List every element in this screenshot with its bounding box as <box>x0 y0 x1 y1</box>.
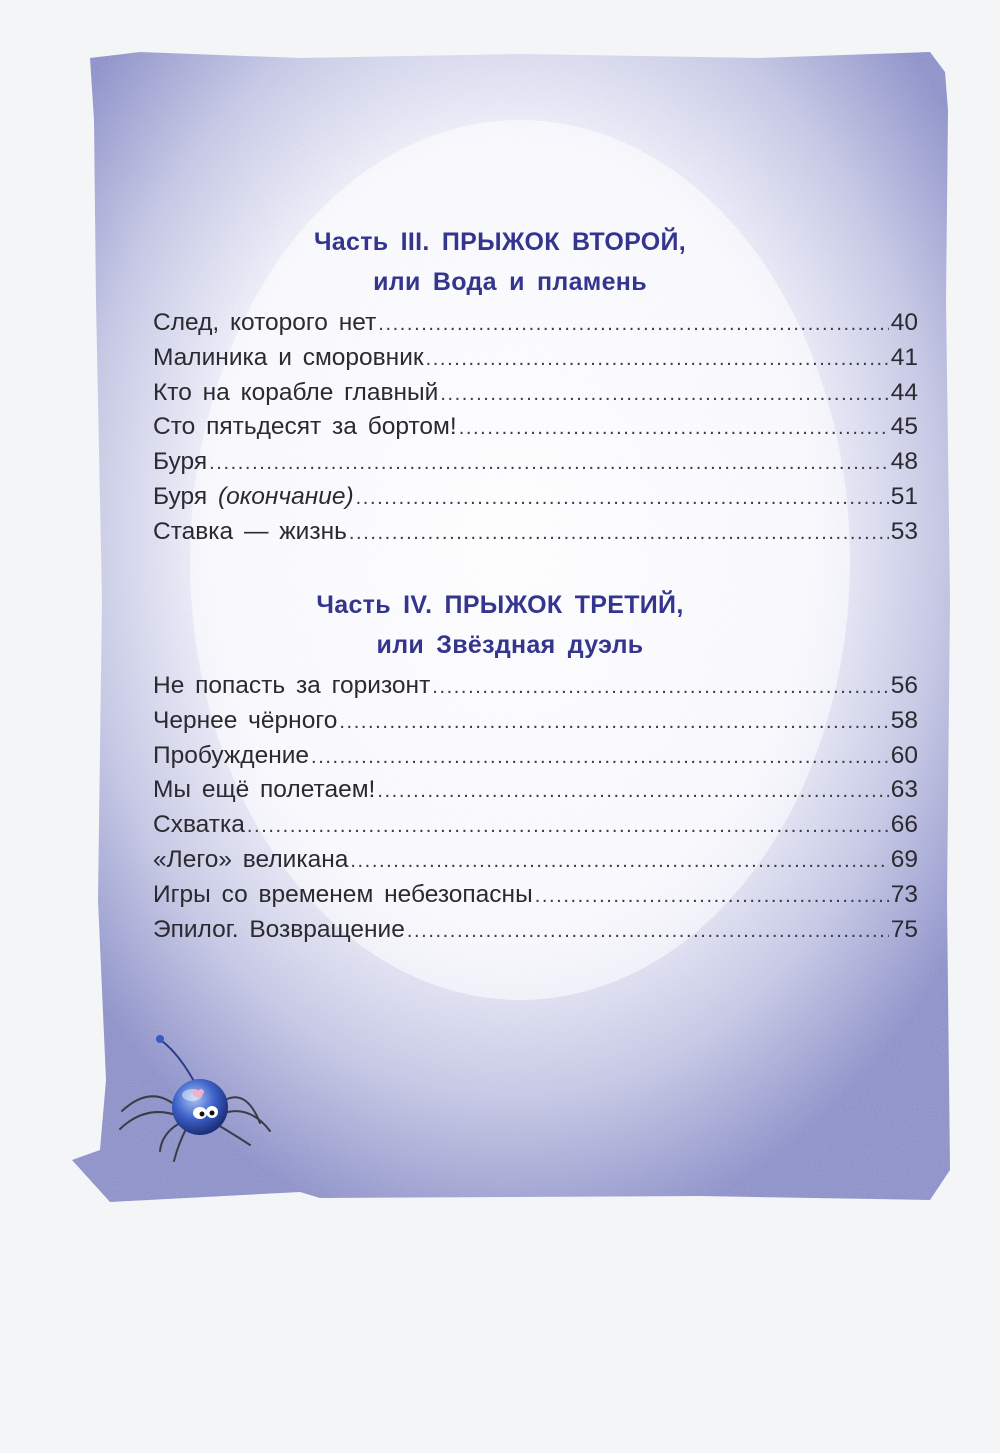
toc-entry-note: (окончание) <box>217 482 354 510</box>
part-3-title-line1: Часть III. ПРЫЖОК ВТОРОЙ, <box>313 228 687 256</box>
toc-entry-title: Не попасть за горизонт <box>153 672 431 699</box>
toc-entry-page: 58 <box>890 706 918 734</box>
spider-icon <box>100 1025 300 1165</box>
toc-entry-page: 48 <box>890 448 918 476</box>
dot-leader <box>339 705 888 740</box>
toc-entry-title: Чернее чёрного <box>153 706 338 734</box>
toc-entry[interactable] <box>153 843 918 878</box>
toc-entry[interactable] <box>153 913 918 948</box>
toc-entry-title: Буря <box>153 448 208 476</box>
toc-entry-title: Малиника и сморовник <box>153 343 424 371</box>
toc-entry[interactable] <box>153 376 918 411</box>
part-4-title-line2: или Звёздная дуэль <box>376 631 644 659</box>
toc-entry[interactable] <box>153 480 918 515</box>
part-3-title-line2: или Вода и пламень <box>373 268 647 296</box>
toc-entry-page: 69 <box>890 845 918 873</box>
toc-entry[interactable] <box>153 341 918 376</box>
toc-entry[interactable] <box>153 445 918 480</box>
dot-leader <box>349 516 889 551</box>
dot-leader <box>247 809 889 844</box>
toc-entry-page: 56 <box>890 672 918 699</box>
toc-entry-page: 45 <box>890 413 918 441</box>
dot-leader <box>432 670 888 705</box>
part-3-chapter-list <box>153 306 918 550</box>
toc-entry-page: 51 <box>890 482 918 510</box>
toc-entry-title: «Лего» великана <box>153 845 349 873</box>
toc-entry-title: След, которого нет <box>153 309 377 336</box>
toc-entry-page: 73 <box>890 880 918 908</box>
toc-entry[interactable] <box>153 773 918 808</box>
toc-entry[interactable] <box>153 515 918 550</box>
part-4-title <box>0 585 1000 665</box>
part-4-title-line1: Часть IV. ПРЫЖОК ТРЕТИЙ, <box>316 591 684 619</box>
dot-leader <box>356 481 889 516</box>
toc-entry-page: 63 <box>890 776 918 804</box>
toc-entry-title: Кто на корабле главный <box>153 378 439 406</box>
toc-entry[interactable] <box>153 410 918 445</box>
toc-entry[interactable] <box>153 704 918 739</box>
dot-leader <box>209 446 889 481</box>
toc-entry[interactable] <box>153 739 918 774</box>
toc-entry-page: 75 <box>890 915 918 943</box>
dot-leader <box>440 377 888 412</box>
toc-entry-page: 66 <box>890 811 918 839</box>
toc-entry-title: Пробуждение <box>153 741 310 769</box>
part-3-title <box>0 222 1000 302</box>
dot-leader <box>311 740 889 775</box>
dot-leader <box>426 342 889 377</box>
toc-entry-title: Сто пятьдесят за бортом! <box>153 413 457 441</box>
part-4-chapter-list <box>153 669 918 947</box>
toc-entry[interactable] <box>153 808 918 843</box>
toc-entry-title: Игры со временем небезопасны <box>153 880 533 908</box>
dot-leader <box>407 914 889 949</box>
toc-entry-title: Ставка — жизнь <box>153 517 347 545</box>
toc-entry-title: Мы ещё полетаем! <box>153 776 376 804</box>
toc-entry-title <box>153 480 354 515</box>
toc-entry[interactable] <box>153 669 918 704</box>
toc-entry-page: 44 <box>890 378 918 406</box>
dot-leader <box>378 307 888 342</box>
dot-leader <box>377 774 888 809</box>
toc-entry[interactable] <box>153 878 918 913</box>
toc-entry-page: 53 <box>890 517 918 545</box>
toc-entry-page: 60 <box>890 741 918 769</box>
toc-entry-page: 40 <box>890 309 918 336</box>
toc-entry-page: 41 <box>890 343 918 371</box>
toc-entry[interactable] <box>153 306 918 341</box>
toc-entry-title: Схватка <box>153 811 245 839</box>
dot-leader <box>535 879 889 914</box>
toc-entry-title-text: Буря <box>153 482 218 510</box>
dot-leader <box>350 844 888 879</box>
dot-leader <box>459 411 889 446</box>
toc-entry-title: Эпилог. Возвращение <box>153 915 405 943</box>
